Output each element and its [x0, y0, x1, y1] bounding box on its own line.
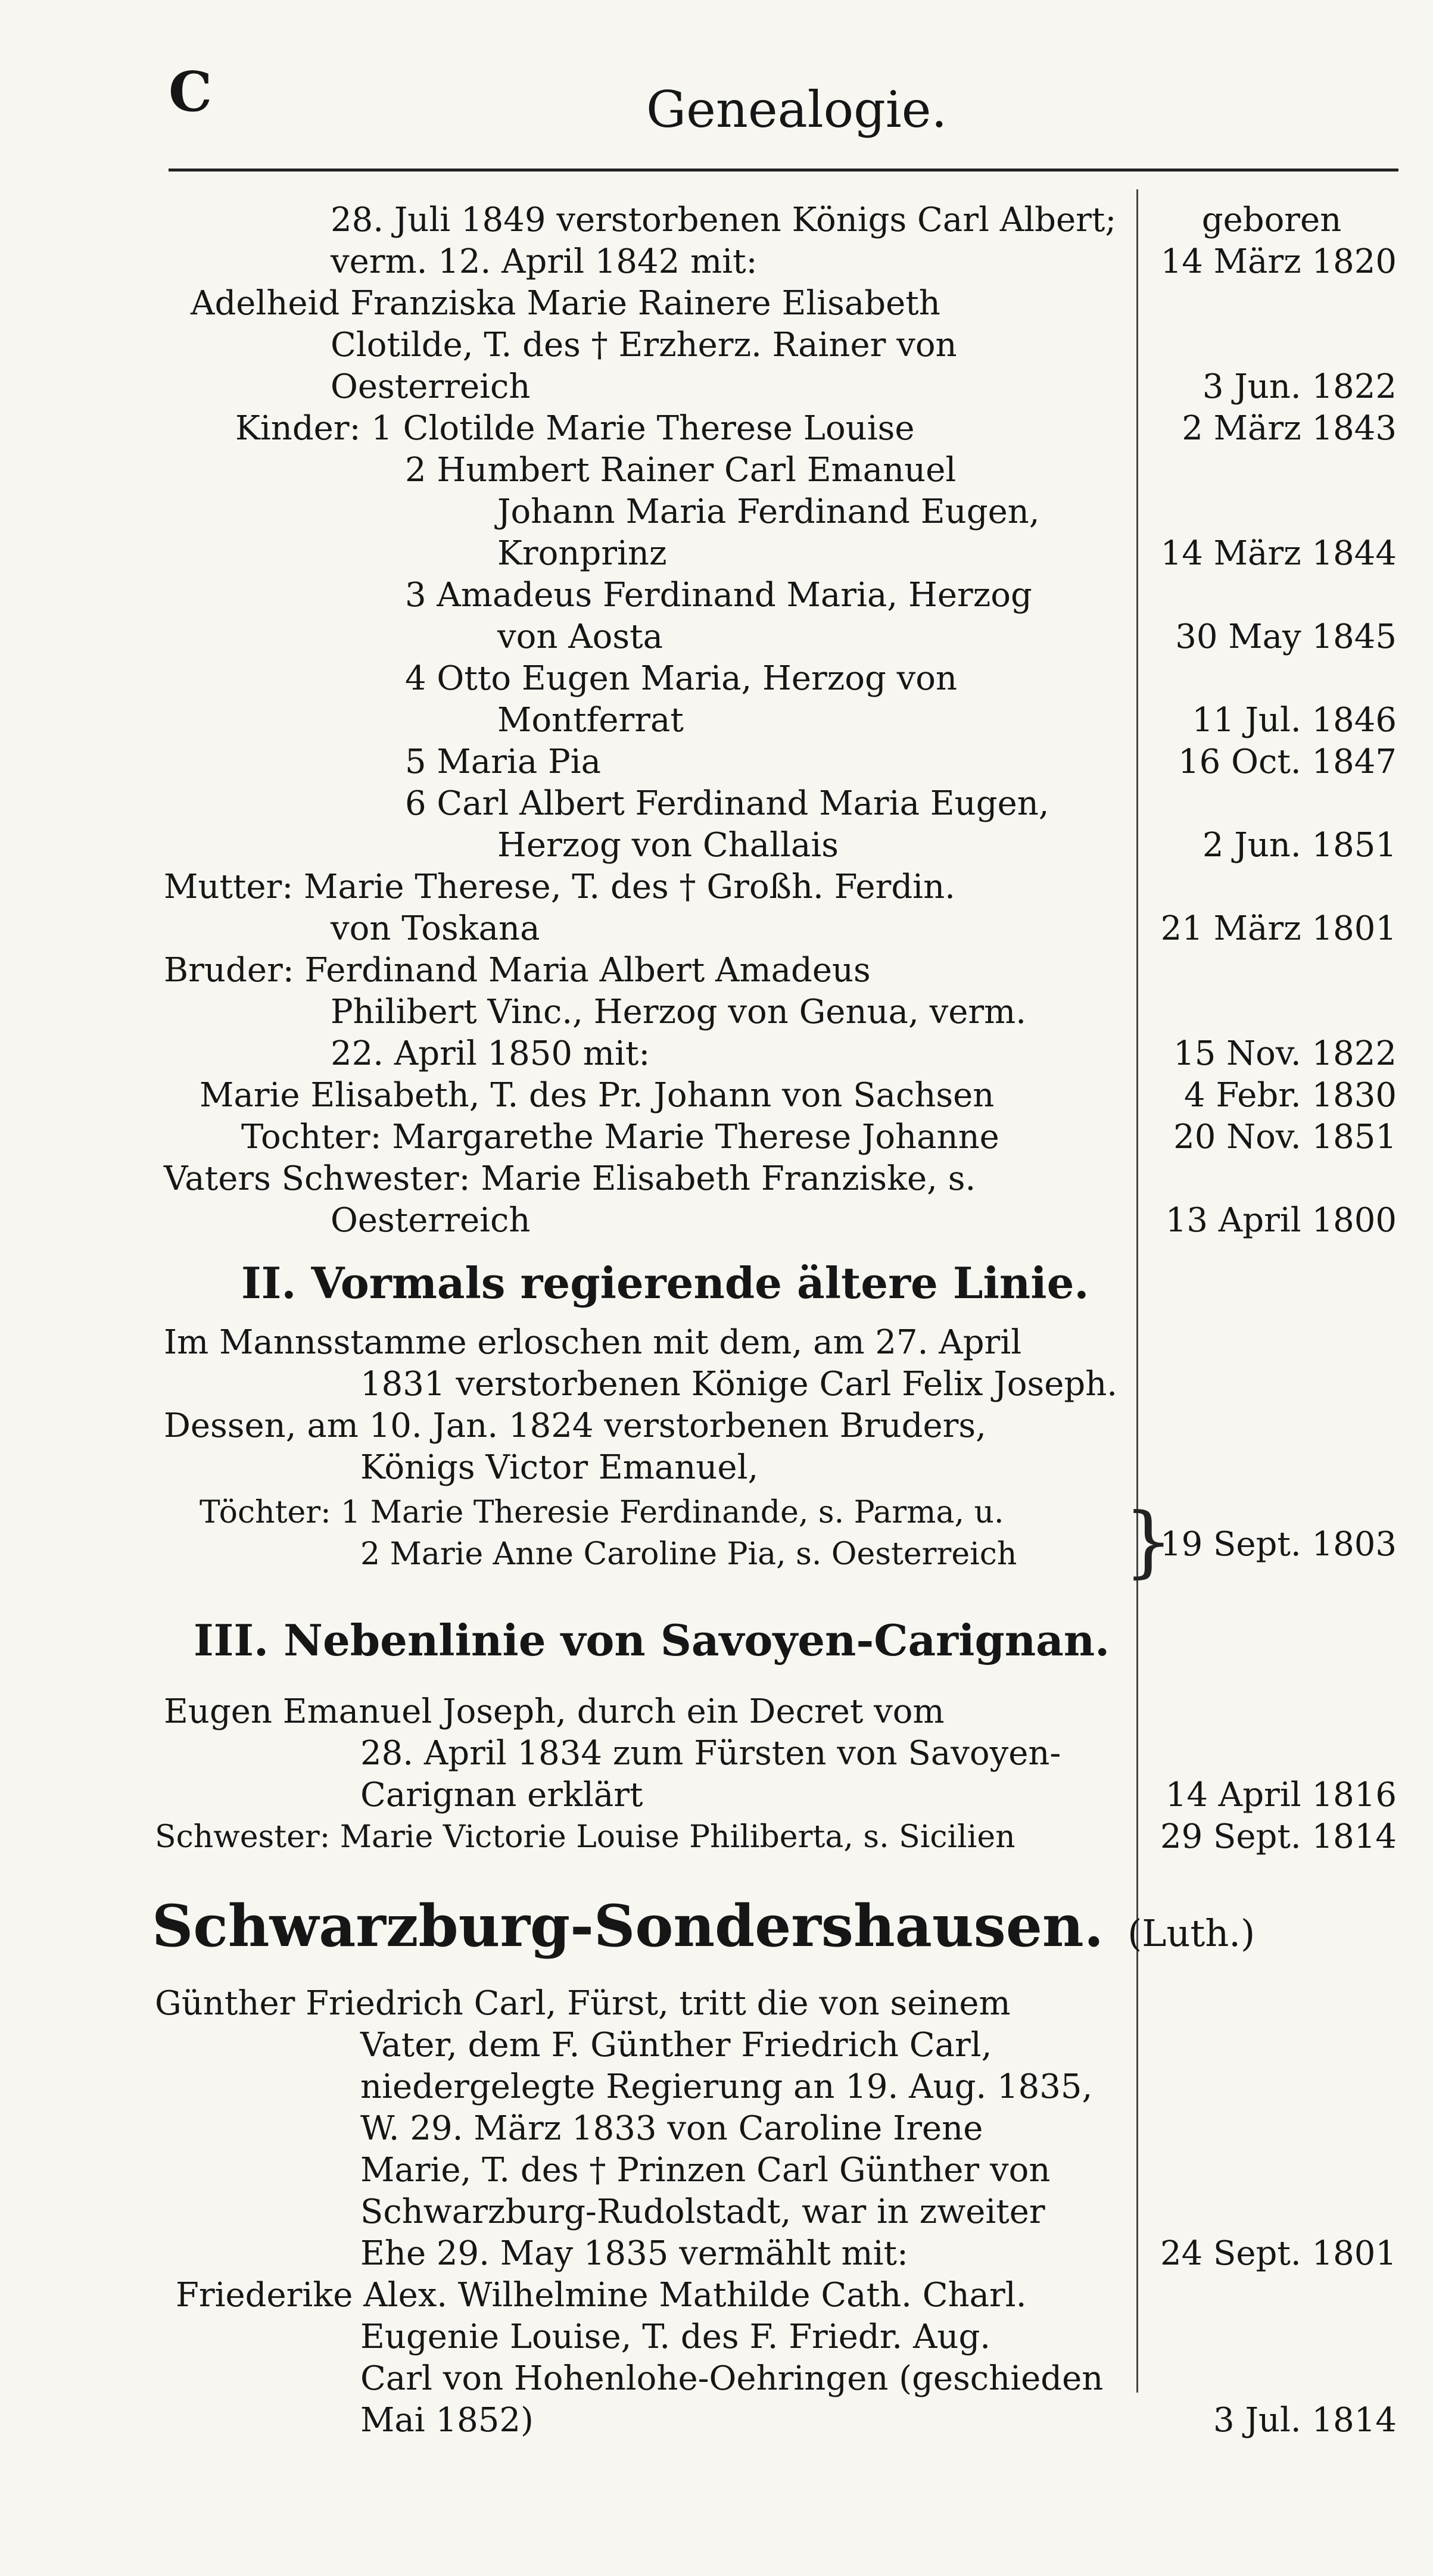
entry-line: Tochter: Margarethe Marie Therese Johanne 20 Nov. 1851: [241, 1118, 1397, 1156]
entry-line: 2 Marie Anne Caroline Pia, s. Oesterreich: [360, 1536, 1017, 1572]
entry-line: 4 Otto Eugen Maria, Herzog von: [405, 659, 958, 698]
entry-line: Adelheid Franziska Marie Rainere Elisabeth: [191, 284, 940, 323]
entry-line: 28. Juli 1849 verstorbenen Königs Carl Albert;: [331, 201, 1117, 239]
entry-line: Johann Maria Ferdinand Eugen,: [497, 492, 1040, 531]
entry-line: Oesterreich 3 Jun. 1822: [331, 367, 1397, 406]
entry-line: Königs Victor Emanuel,: [360, 1448, 759, 1487]
entry-line: 2 Humbert Rainer Carl Emanuel: [405, 451, 957, 489]
entry-line: Oesterreich 13 April 1800: [331, 1201, 1397, 1240]
entry-line: W. 29. März 1833 von Caroline Irene: [360, 2109, 983, 2148]
entry-line: Mutter: Marie Therese, T. des † Großh. Ferdin.: [164, 868, 955, 906]
date-column-header: geboren: [1201, 201, 1342, 239]
entry-line: 6 Carl Albert Ferdinand Maria Eugen,: [405, 784, 1049, 823]
entry-line: Günther Friedrich Carl, Fürst, tritt die von seinem: [155, 1984, 1011, 2023]
entry-line: Schwarzburg-Rudolstadt, war in zweiter: [360, 2193, 1045, 2231]
entry-line: Vater, dem F. Günther Friedrich Carl,: [360, 2026, 992, 2064]
confession-note: (Luth.): [1127, 1911, 1256, 1955]
entry-line: Im Mannsstamme erloschen mit dem, am 27. April: [164, 1323, 1022, 1362]
entry-line: von Aosta 30 May 1845: [497, 618, 1397, 656]
house-heading: Schwarzburg-Sondershausen. (Luth.): [152, 1892, 1256, 1960]
header-rule: [169, 169, 1398, 171]
entry-line: Ehe 29. May 1835 vermählt mit: 24 Sept. 1801: [360, 2234, 1397, 2273]
entry-line: Kronprinz 14 März 1844: [497, 534, 1397, 573]
entry-line: 22. April 1850 mit: 15 Nov. 1822: [331, 1034, 1397, 1073]
entry-line: Schwester: Marie Victorie Louise Philiberta, s. Sicilien 29 Sept. 1814: [155, 1817, 1397, 1856]
page-letter: C: [169, 60, 213, 124]
entry-line: Clotilde, T. des † Erzherz. Rainer von: [331, 326, 957, 364]
entry-line: Marie, T. des † Prinzen Carl Günther von: [360, 2151, 1051, 2190]
entry-line: verm. 12. April 1842 mit: 14 März 1820: [331, 242, 1397, 281]
entry-line: Eugenie Louise, T. des F. Friedr. Aug.: [360, 2318, 991, 2356]
entry-line: Carl von Hohenlohe-Oehringen (geschieden: [360, 2359, 1104, 2398]
entry-line: Dessen, am 10. Jan. 1824 verstorbenen Bruders,: [164, 1406, 986, 1445]
entry-line: Friederike Alex. Wilhelmine Mathilde Cath. Charl.: [176, 2276, 1027, 2315]
entry-line: Carignan erklärt 14 April 1816: [360, 1776, 1397, 1814]
entry-line: 5 Maria Pia 16 Oct. 1847: [405, 743, 1397, 781]
section-heading-iii: III. Nebenlinie von Savoyen-Carignan.: [194, 1615, 1110, 1666]
entry-line: Mai 1852) 3 Jul. 1814: [360, 2401, 1397, 2440]
entry-line: Kinder: 1 Clotilde Marie Therese Louise 2 März 1843: [235, 409, 1397, 448]
entry-line: 1831 verstorbenen Könige Carl Felix Joseph.: [360, 1365, 1118, 1404]
entry-line: Bruder: Ferdinand Maria Albert Amadeus: [164, 951, 871, 990]
section-heading-ii: II. Vormals regierende ältere Linie.: [241, 1258, 1089, 1308]
entry-line: Herzog von Challais 2 Jun. 1851: [497, 826, 1397, 865]
brace-mark: }: [1124, 1496, 1173, 1586]
entry-line: 3 Amadeus Ferdinand Maria, Herzog: [405, 576, 1032, 615]
brace-date: 19 Sept. 1803: [1160, 1525, 1397, 1564]
entry-line: Vaters Schwester: Marie Elisabeth Franziske, s.: [164, 1159, 976, 1198]
entry-line: 28. April 1834 zum Fürsten von Savoyen-: [360, 1734, 1061, 1773]
entry-line: Töchter: 1 Marie Theresie Ferdinande, s. Parma, u.: [200, 1495, 1004, 1530]
entry-line: Philibert Vinc., Herzog von Genua, verm.: [331, 993, 1027, 1031]
page-title: Genealogie.: [646, 80, 948, 139]
entry-line: Eugen Emanuel Joseph, durch ein Decret vom: [164, 1692, 945, 1731]
entry-line: niedergelegte Regierung an 19. Aug. 1835,: [360, 2067, 1093, 2106]
entry-line: Marie Elisabeth, T. des Pr. Johann von Sachsen 4 Febr. 1830: [200, 1076, 1397, 1115]
entry-line: Montferrat 11 Jul. 1846: [497, 701, 1397, 740]
entry-line: von Toskana 21 März 1801: [331, 909, 1397, 948]
